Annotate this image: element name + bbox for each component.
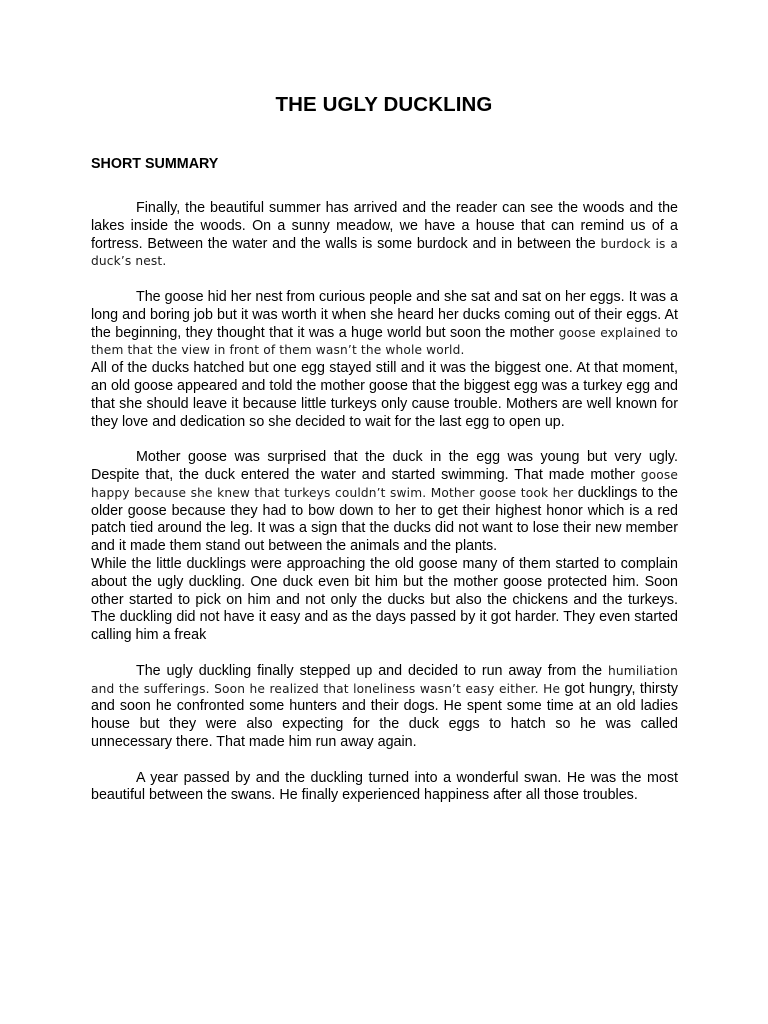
document-title: THE UGLY DUCKLING bbox=[275, 93, 493, 116]
paragraph-7 bbox=[91, 770, 678, 806]
paragraph-5-text: While the little ducklings were approaching the old goose many of them started to complain about the ugly duckling. One duck even bit him but the mother goose protected him. Soon other started to pick on him and not only the ducks but also the chickens and the turkeys. The duckling did not have it easy and as the days passed by it got harder. They even started calling him a freak bbox=[91, 555, 678, 644]
paragraph-1-alt-text: burdock is a duck’s nest. bbox=[91, 236, 678, 269]
paragraph-6-text-end: got hungry, thirsty and soon he confronted some hunters and their dogs. He spent some time at an old ladies house but they were also expecting for the duck eggs to hatch so he was called unnecessary there. That made him run away again. bbox=[91, 680, 678, 750]
paragraph-2 bbox=[91, 289, 678, 360]
paragraph-2-text: The goose hid her nest from curious people and she sat and sat on her eggs. It was a long and boring job but it was worth it when she heard her ducks coming out of their eggs. At the beginning, they thought that it was a huge world but soon the mother bbox=[91, 288, 678, 341]
paragraph-6-text: The ugly duckling finally stepped up and decided to run away from the bbox=[136, 662, 609, 679]
paragraph-6-alt-text: humiliation and the sufferings. Soon he realized that loneliness wasn’t easy either. He bbox=[91, 663, 678, 696]
paragraph-4-text-end: ducklings to the older goose because they had to bow down to her to get their highest honor which is a red patch tied around the leg. It was a sign that the ducks did not want to lose their new member and it made them stand out between the animals and the plants. bbox=[91, 484, 678, 555]
paragraph-4 bbox=[91, 449, 678, 556]
paragraph-3 bbox=[91, 360, 678, 431]
paragraph-7-text: A year passed by and the duckling turned into a wonderful swan. He was the most beautiful between the swans. He finally experienced happiness after all those troubles. bbox=[91, 769, 678, 804]
paragraph-6 bbox=[91, 663, 678, 752]
paragraph-1-text: Finally, the beautiful summer has arrived and the reader can see the woods and the lakes inside the woods. On a sunny meadow, we have a house that can remind us of a fortress. Between the water and the walls is some burdock and in between the bbox=[91, 200, 678, 252]
paragraph-4-text: Mother goose was surprised that the duck in the egg was young but very ugly. Despite that, the duck entered the water and started swimming. That made mother bbox=[91, 449, 678, 483]
document-body bbox=[91, 200, 678, 805]
paragraph-4-alt-text: goose happy because she knew that turkeys couldn’t swim. Mother goose took her bbox=[91, 467, 678, 500]
paragraph-1 bbox=[91, 200, 678, 271]
paragraph-5 bbox=[91, 556, 678, 645]
paragraph-2-alt-text: goose explained to them that the view in front of them wasn’t the whole world. bbox=[91, 325, 678, 358]
paragraph-3-text: All of the ducks hatched but one egg stayed still and it was the biggest one. At that moment, an old goose appeared and told the mother goose that the biggest egg was a turkey egg and that she should leave it because little turkeys only cause trouble. Mothers are well known for they love and dedication so she decided to wait for the last egg to open up. bbox=[91, 360, 678, 430]
section-heading: SHORT SUMMARY bbox=[91, 156, 219, 172]
